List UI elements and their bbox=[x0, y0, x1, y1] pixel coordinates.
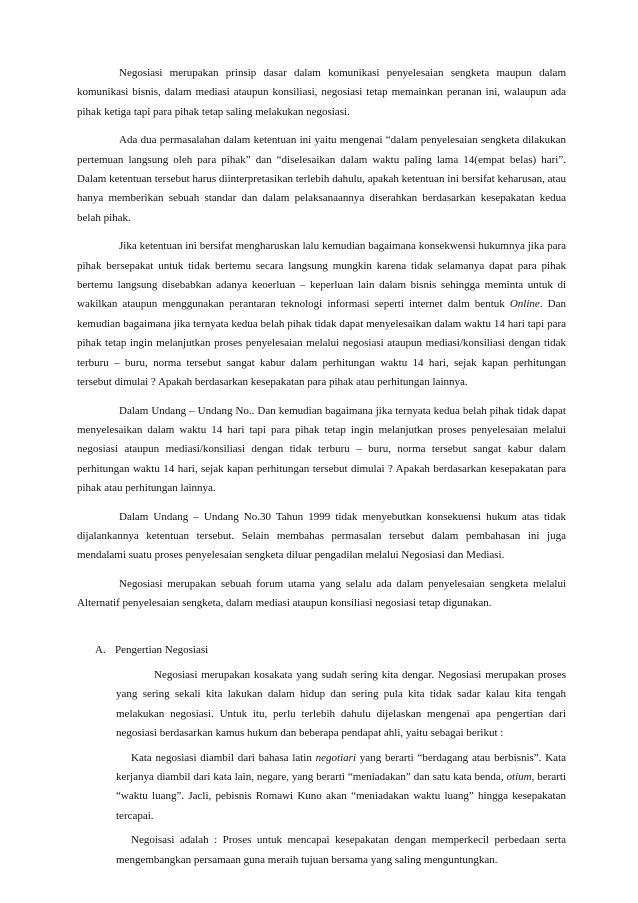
paragraph: Dalam Undang – Undang No.. Dan kemudian bagaimana jika ternyata kedua belah pihak tidak dapat menyelesaikan dalam waktu 14 hari tapi para pihak tetap ingin melanjutkan proses penyelesaian melalui negosiasi ataupun mediasi/konsiliasi dengan tidak terburu – buru, norma tersebut sangat kabur dalam perhitungan waktu 14 hari, sejak kapan perhitungan tersebut dimulai ? Apakah berdasarkan kesepakatan para pihak atau perhitungan lainnya. bbox=[77, 404, 566, 495]
paragraph: Ada dua permasalahan dalam ketentuan ini yaitu mengenai “dalam penyelesaian sengketa dilakukan pertemuan langsung oleh para pihak” dan “diselesaikan dalam waktu paling lama 14(empat belas) hari”. Dalam ketentuan tersebut harus diinterpretasikan terlebih dahulu, apakah ketentuan ini bersifat keharusan, atau hanya memberikan sebuah standar dan dalam pelaksanaannya diserahkan berdasarkan kesepakatan kedua belah pihak. bbox=[77, 134, 566, 224]
section-letter: A. bbox=[95, 643, 106, 656]
text-run: berarti “waktu luang”. Jacli, pebisnis Romawi Kuno akan “meniadakan waktu luang” hingga kesepakatan tercapai. bbox=[116, 771, 566, 822]
paragraph bbox=[116, 749, 566, 827]
text-run: . Dan kemudian bagaimana jika ternyata kedua belah pihak tidak dapat menyelesaikan dalam waktu 14 hari tapi para pihak tetap ingin melanjutkan proses penyelesaian melalui negosiasi ataupun mediasi/konsiliasi dengan tidak terburu – buru, norma tersebut sangat kabur dalam perhitungan waktu 14 hari, sejak kapan perhitungan tersebut dimulai ? Apakah berdasarkan kesepakatan para pihak atau perhitungan lainnya. bbox=[77, 298, 566, 389]
paragraph: Negosiasi merupakan prinsip dasar dalam komunikasi penyelesaian sengketa maupun dalam komunikasi bisnis, dalam mediasi ataupun konsiliasi, negosiasi tetap memainkan peranan ini, walaupun ada pihak ketiga tapi para pihak tetap saling melakukan negosiasi. bbox=[77, 67, 566, 118]
paragraph: Dalam Undang – Undang No.30 Tahun 1999 tidak menyebutkan konsekuensi hukum atas tidak dijalankannya ketentuan tersebut. Selain membahas permasalan tersebut dalam pembahasan ini juga mendalami suatu proses penyelesaian sengketa diluar pengadilan melalui Negosiasi dan Mediasi. bbox=[77, 510, 566, 562]
italic-text: otium, bbox=[506, 771, 535, 783]
text-run: Kata negosiasi diambil dari bahasa latin bbox=[131, 751, 316, 764]
paragraph: Negoisasi adalah : Proses untuk mencapai kesepakatan dengan memperkecil perbedaan serta mengembangkan persamaan guna meraih tujuan bersama yang saling menguntungkan. bbox=[116, 834, 566, 866]
section-pengertian bbox=[77, 641, 566, 870]
section-heading bbox=[77, 641, 566, 660]
text-run: yang berarti “berdagang atau berbisnis”. Kata kerjanya diambil dari kata lain, negare, yang berarti “meniadakan” dan satu kata benda, bbox=[116, 751, 567, 783]
paragraph: Negosiasi merupakan sebuah forum utama yang selalu ada dalam penyelesaian sengketa melalui Alternatif penyelesaian sengketa, dalam mediasi ataupun konsiliasi negosiasi tetap digunakan. bbox=[77, 577, 566, 610]
italic-text: Online bbox=[509, 298, 540, 311]
paragraph: Negosiasi merupakan kosakata yang sudah sering kita dengar. Negosiasi merupakan proses yang sering sekali kita lakukan dalam hidup dan sering pula kita tidak sadar kalau kita tengah melakukan negosiasi. Untuk itu, perlu terlebih dahulu dijelaskan mengenai apa pengertian dari negosiasi berdasarkan kamus hukum dan beberapa pendapat ahli, yaitu sebagai berikut : bbox=[116, 668, 566, 740]
text-run: Jika ketentuan ini bersifat mengharuskan lalu kemudian bagaimana konsekwensi hukumnya jika para pihak bersepakat untuk tidak bertemu secara langsung mungkin karena tidak selamanya dapat para pihak bertemu langsung disebabkan adanya keoerluan – keperluan lain dalam bisnis sehingga meminta untuk di wakilkan ataupun menggunakan perantaran teknologi informasi seperti internet dalm bentuk bbox=[77, 240, 566, 311]
section-body bbox=[116, 666, 566, 870]
section-title: Pengertian Negosiasi bbox=[115, 643, 209, 656]
italic-text: negotiari bbox=[315, 751, 357, 764]
paragraph bbox=[77, 237, 566, 392]
